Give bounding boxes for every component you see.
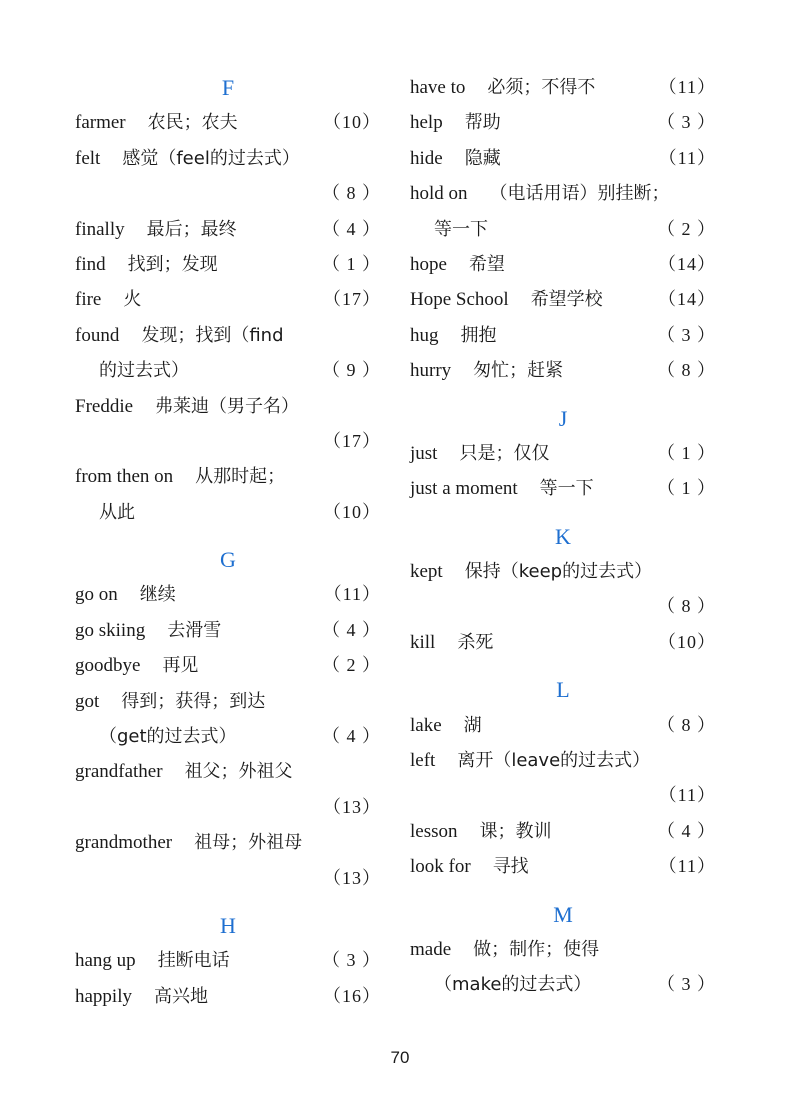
glossary-entry [410,141,716,176]
entry-word: kept [410,561,443,583]
section-letter: L [556,677,570,703]
entry-meaning: 发现；找到（find [141,324,284,346]
page-number: 70 [390,1048,410,1067]
glossary-entry [75,648,381,683]
entry-meaning: 等一下 [434,218,488,240]
entry-lesson-number: （ 4 ） [322,218,381,239]
entry-word: look for [410,856,471,878]
entry-word: go skiing [75,619,146,641]
glossary-entry [410,967,716,1002]
entry-word: happily [75,985,132,1007]
entry-meaning: 希望 [468,253,505,275]
entry-meaning: 保持（keep的过去式） [464,561,653,583]
section-letter: M [553,901,573,927]
entry-word: find [75,253,106,275]
entry-word: Hope School [410,289,509,311]
entry-meaning: 匆忙；赶紧 [473,360,564,382]
glossary-entry [410,436,716,471]
glossary-entry [75,389,381,424]
entry-meaning: 去滑雪 [167,619,222,641]
entry-lesson-number: （17） [323,430,381,451]
entry-lesson-number: （ 1 ） [657,478,716,499]
glossary-entry [75,861,381,896]
entry-lesson-number: （14） [658,253,716,274]
entry-lesson-number: （ 8 ） [657,360,716,381]
entry-word: hold on [410,183,468,205]
glossary-entry [75,318,381,353]
entry-meaning: 离开（leave的过去式） [457,750,651,772]
entry-lesson-number: （ 1 ） [322,253,381,274]
glossary-entry [410,247,716,282]
glossary-entry [75,282,381,317]
entry-meaning: 隐藏 [464,147,501,169]
entry-word: hurry [410,360,452,382]
entry-word: have to [410,77,466,98]
entry-word: finally [75,218,125,240]
entry-lesson-number: （10） [658,631,716,652]
entry-meaning: 等一下 [539,478,594,500]
entry-lesson-number: （ 3 ） [657,112,716,133]
glossary-entry [75,613,381,648]
entry-meaning: 祖父；外祖父 [184,761,293,783]
entry-meaning: 湖 [463,714,482,736]
glossary-entry [410,778,716,813]
entry-meaning: 希望学校 [530,289,603,311]
entry-word: found [75,324,120,346]
entry-word: hope [410,253,447,275]
glossary-entry [75,247,381,282]
entry-lesson-number: （11） [658,856,716,877]
entry-lesson-number: （ 1 ） [657,442,716,463]
entry-meaning: （get的过去式） [99,726,237,748]
entry-meaning: 的过去式） [99,360,189,382]
entry-word: from then on [75,466,174,488]
glossary-entry [75,105,381,140]
glossary-entry [410,849,716,884]
entry-meaning: 帮助 [464,112,501,134]
entry-lesson-number: （11） [323,584,381,605]
entry-meaning: 拥抱 [460,324,497,346]
glossary-entry [75,684,381,719]
entry-meaning: 课；教训 [479,820,552,842]
entry-meaning: 杀死 [457,631,494,653]
entry-meaning: 再见 [162,655,199,677]
entry-word: hug [410,324,439,346]
glossary-entry [410,743,716,778]
section-letter: G [220,547,236,573]
entry-word: got [75,690,100,712]
entry-word: fire [75,289,102,311]
entry-lesson-number: （ 2 ） [657,218,716,239]
glossary-entry [410,105,716,140]
glossary-entry [410,814,716,849]
glossary-entry [75,459,381,494]
glossary-entry [75,141,381,176]
glossary-entry [75,943,381,978]
glossary-entry [410,471,716,506]
section-letter: K [555,523,571,549]
entry-word: left [410,750,436,772]
entry-word: goodbye [75,655,141,677]
entry-lesson-number: （11） [658,785,716,806]
entry-meaning: （make的过去式） [434,974,592,996]
glossary-entry [75,353,381,388]
entry-lesson-number: （10） [323,112,381,133]
entry-lesson-number: （ 2 ） [322,655,381,676]
entry-lesson-number: （ 9 ） [322,360,381,381]
glossary-entry [75,790,381,825]
entry-meaning: 弗莱迪（男子名） [155,395,300,417]
entry-word: help [410,112,443,134]
entry-lesson-number: （16） [323,985,381,1006]
entry-lesson-number: （ 8 ） [657,714,716,735]
entry-word: go on [75,584,118,606]
entry-lesson-number: （ 3 ） [657,324,716,345]
entry-word: made [410,938,452,960]
entry-meaning: 必须；不得不 [487,77,596,98]
entry-lesson-number: （17） [323,289,381,310]
glossary-entry [410,625,716,660]
entry-lesson-number: （ 8 ） [322,183,381,204]
entry-meaning: 祖母；外祖母 [194,832,303,854]
entry-meaning: 火 [123,289,142,311]
entry-word: kill [410,631,436,653]
glossary-entry [75,979,381,1014]
entry-meaning: 从此 [99,501,135,523]
entry-word: hide [410,147,443,169]
glossary-entry [410,554,716,589]
glossary-entry [410,932,716,967]
entry-meaning: 找到；发现 [127,253,218,275]
entry-lesson-number: （14） [658,289,716,310]
glossary-entry [410,318,716,353]
glossary-entry [410,212,716,247]
entry-word: just a moment [410,478,518,500]
section-letter: J [558,405,568,431]
glossary-entry [75,577,381,612]
left-column [75,70,381,1014]
glossary-entry [75,212,381,247]
entry-meaning: 高兴地 [154,985,208,1007]
entry-word: lesson [410,820,458,842]
entry-word: just [410,442,438,464]
glossary-entry [75,825,381,860]
glossary-entry [410,708,716,743]
glossary-entry [75,424,381,459]
entry-meaning: 继续 [139,584,176,606]
entry-meaning: 只是；仅仅 [459,442,550,464]
entry-lesson-number: （ 8 ） [657,596,716,617]
entry-meaning: 寻找 [492,856,529,878]
entry-meaning: 得到；获得；到达 [121,690,266,712]
entry-lesson-number: （10） [323,501,381,522]
glossary-entry [75,719,381,754]
entry-meaning: 从那时起； [195,466,286,488]
glossary-entry [75,495,381,530]
entry-lesson-number: （11） [658,147,716,168]
entry-word: grandfather [75,761,163,783]
glossary-entry [410,176,716,211]
glossary-entry [410,353,716,388]
glossary-entry [410,70,716,105]
right-column [410,70,716,1003]
entry-meaning: 农民；农夫 [147,112,238,134]
entry-meaning: （电话用语）别挂断； [489,183,670,205]
glossary-entry [75,754,381,789]
entry-meaning: 做；制作；使得 [473,938,600,960]
entry-word: grandmother [75,832,173,854]
entry-word: felt [75,147,101,169]
entry-lesson-number: （ 3 ） [657,974,716,995]
glossary-entry [410,589,716,624]
entry-meaning: 挂断电话 [157,950,230,972]
entry-word: lake [410,714,442,736]
entry-word: hang up [75,950,136,972]
entry-lesson-number: （ 4 ） [657,820,716,841]
entry-lesson-number: （11） [658,77,716,97]
entry-meaning: 最后；最终 [146,218,237,240]
section-letter: F [221,75,235,100]
section-letter: H [220,912,236,938]
entry-lesson-number: （ 4 ） [322,619,381,640]
glossary-entry [410,282,716,317]
entry-word: Freddie [75,395,134,417]
entry-word: farmer [75,112,126,134]
entry-meaning: 感觉（feel的过去式） [122,147,300,169]
entry-lesson-number: （ 3 ） [322,950,381,971]
entry-lesson-number: （ 4 ） [322,726,381,747]
entry-lesson-number: （13） [323,796,381,817]
entry-lesson-number: （13） [323,867,381,888]
glossary-entry [75,176,381,211]
